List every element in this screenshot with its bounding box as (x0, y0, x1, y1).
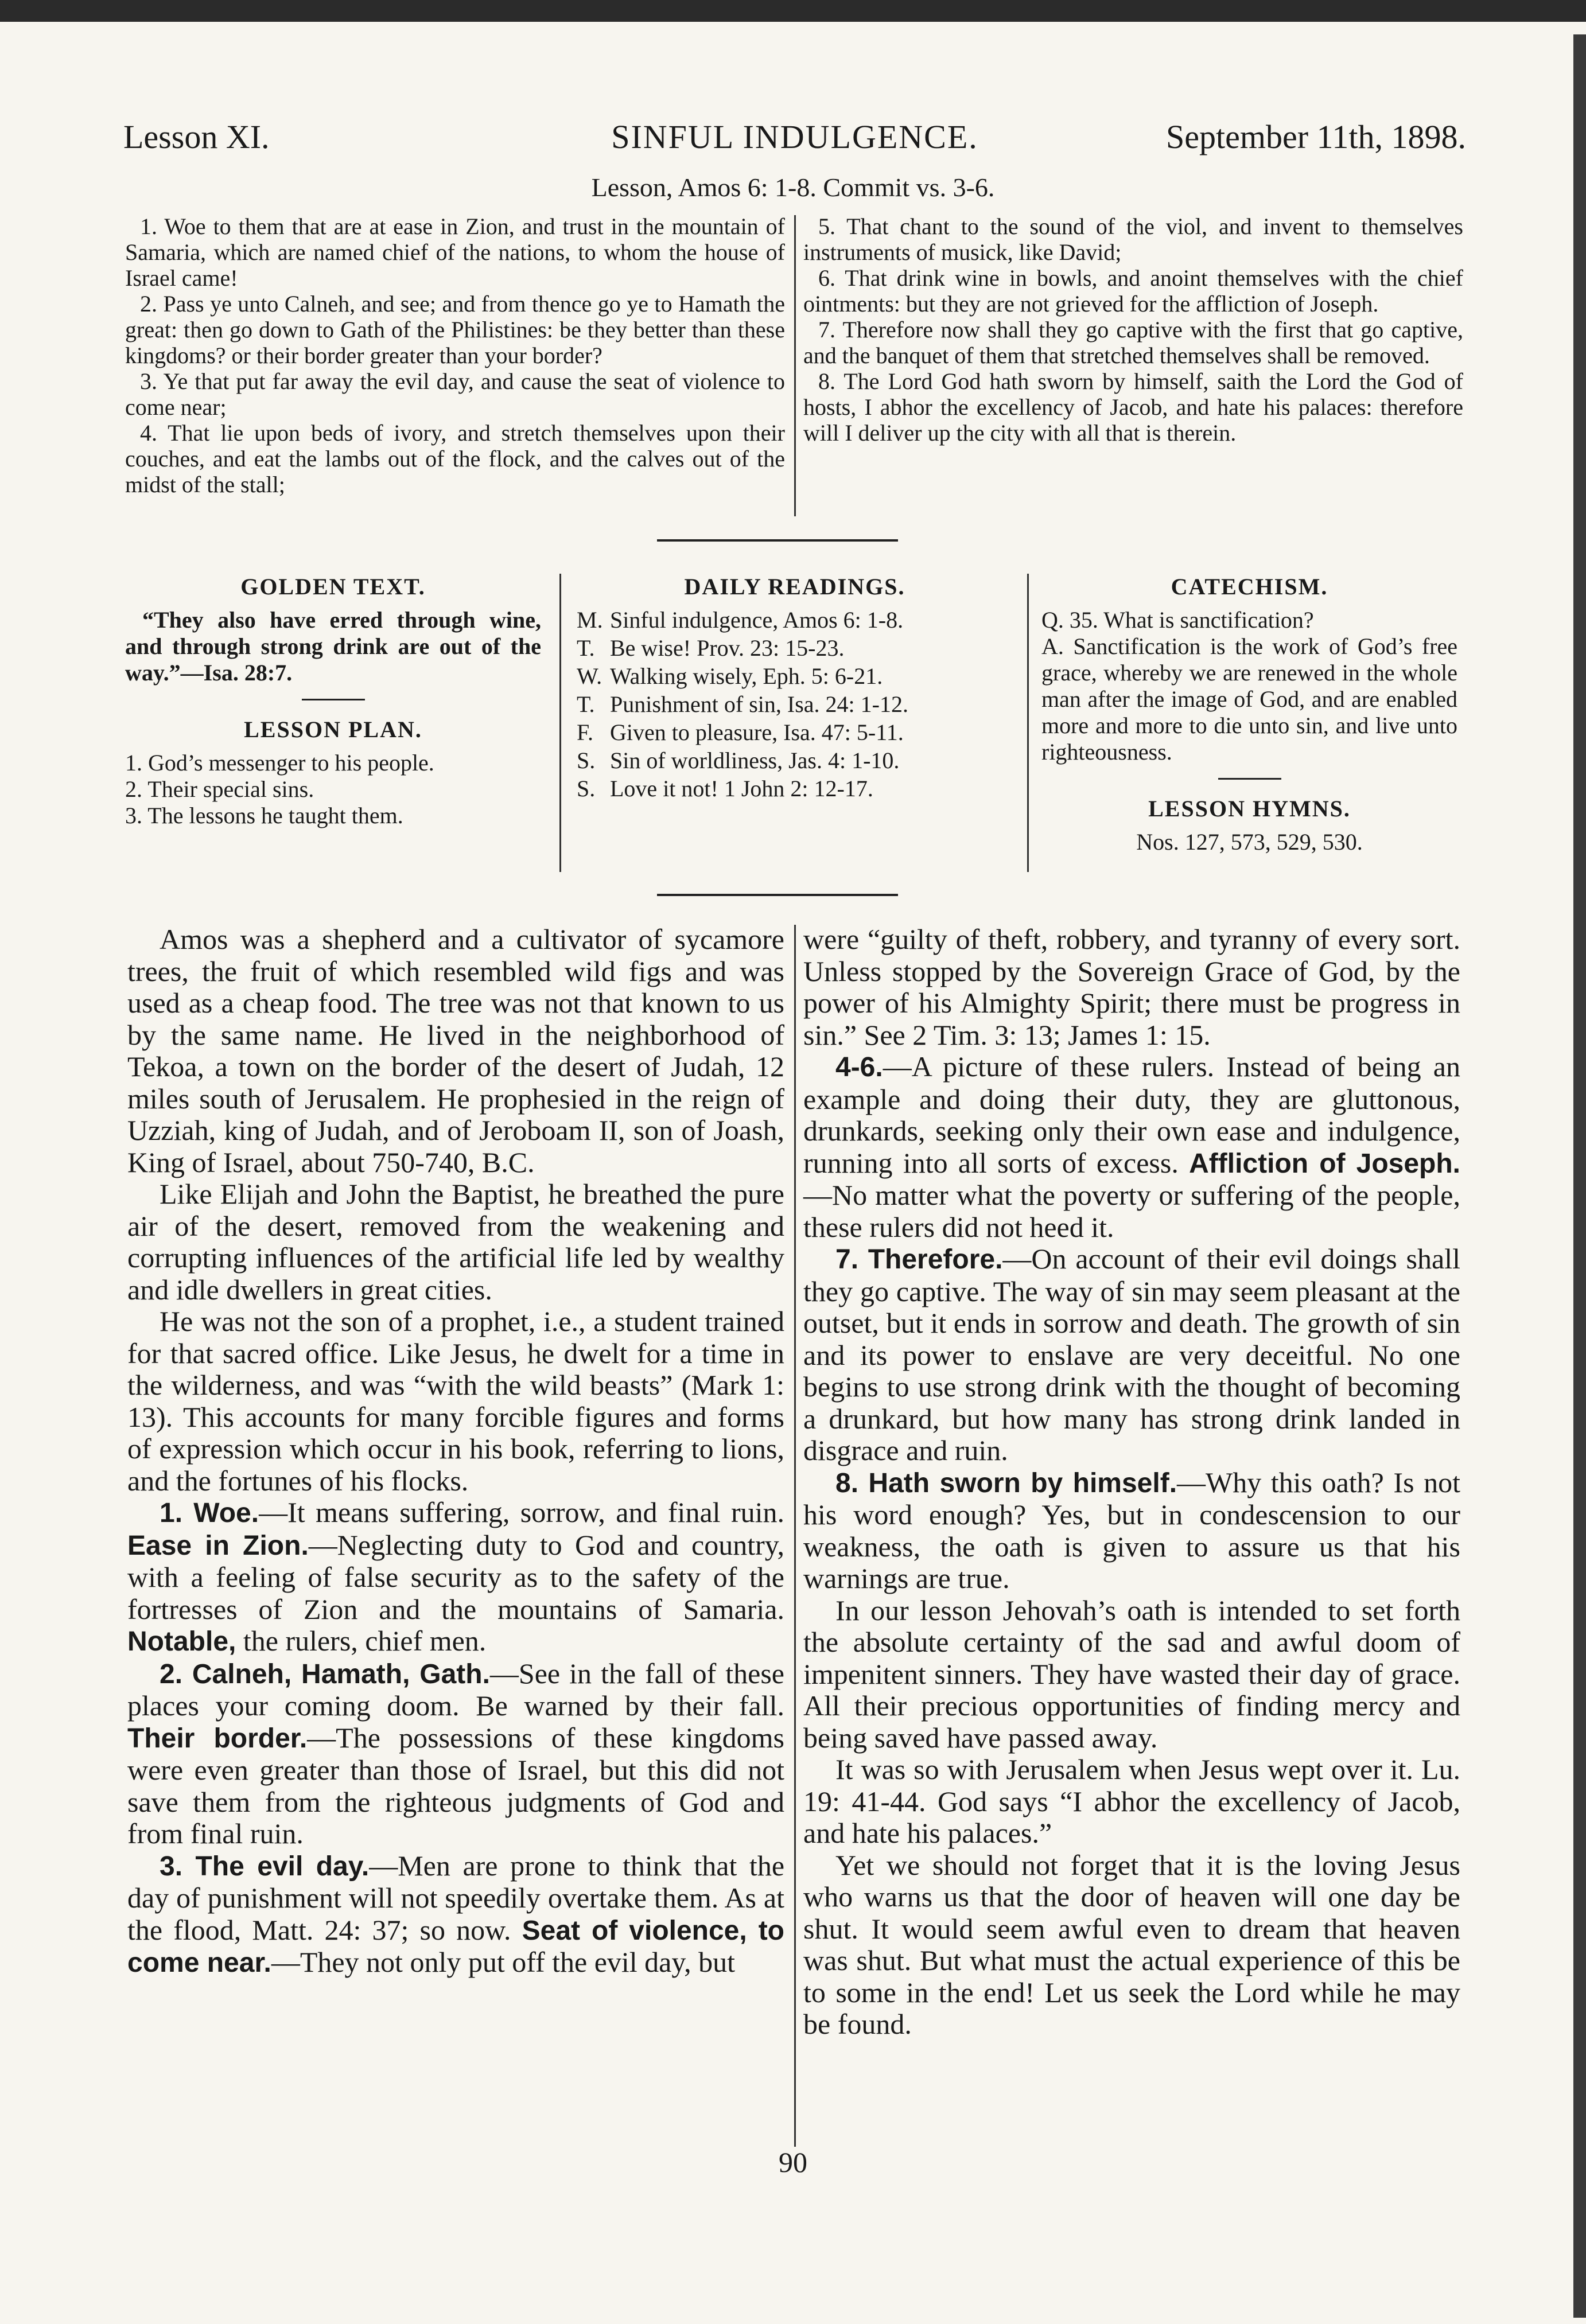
column-divider (794, 215, 796, 516)
keyword: 8. Hath sworn by himself. (835, 1467, 1177, 1498)
column-divider (1027, 574, 1029, 872)
commentary-right-column (803, 924, 1460, 2041)
text-run: —It means suffering, sorrow, and final ruin. (259, 1496, 784, 1528)
text-run: —A picture of these rulers. Instead of being an example and doing their duty, they are gluttonous, drunkards, seeking only their own ease and indulgence, running into all sorts of excess. (803, 1050, 1460, 1179)
keyword: 4-6. (835, 1052, 883, 1083)
reading-text: Sin of worldliness, Jas. 4: 1-10. (610, 748, 900, 773)
lesson-hymns-heading: LESSON HYMNS. (1148, 796, 1351, 822)
daily-readings-box (577, 574, 1013, 804)
lesson-plan-heading: LESSON PLAN. (244, 717, 422, 742)
text-run: —See in the fall of these places your coming doom. Be warned by their fall. (127, 1657, 784, 1722)
reading-day: S. (577, 776, 596, 801)
paragraph (127, 1497, 784, 1658)
paragraph: He was not the son of a prophet, i.e., a student trained for that sacred office. Like Jesus, he dwelt for a time in the wilderness, and was “with the wild beasts” (Mark 1: 13). This accounts for many forcible figures and forms of expression which occur in his book, referring to lions, and the fortunes of his flocks. (127, 1305, 784, 1497)
paragraph: In our lesson Jehovah’s oath is intended to set forth the absolute certainty of the sad and awful doom of impenitent sinners. They have wasted their day of grace. All their precious opportunities of finding mercy and being saved have passed away. (803, 1594, 1460, 1754)
column-divider (794, 925, 796, 2147)
golden-text-heading: GOLDEN TEXT. (240, 574, 426, 600)
reading-day: W. (577, 663, 602, 689)
scripture-left-column (125, 213, 785, 497)
verse: 2. Pass ye unto Calneh, and see; and from thence go ye to Hamath the great: then go down to Gath of the Philistines: be they better than these kingdoms? or their border greater than your border? (125, 291, 785, 368)
scan-top-edge (0, 0, 1586, 22)
text-run: —On account of their evil doings shall they go captive. The way of sin may seem pleasant at the outset, but it ends in sorrow and death. The growth of sin and its power to enslave are very deceitful. No one begins to use strong drink with the thought of becoming a drunkard, but how many has strong drink landed in disgrace and ruin. (803, 1243, 1460, 1466)
text-run: —Neglecting duty to God and country, with a feeling of false security as to the safety of the fortresses of Zion and the mountains of Samaria. (127, 1528, 784, 1625)
verse: 4. That lie upon beds of ivory, and stretch themselves upon their couches, and eat the lambs out of the flock, and the calves out of the midst of the stall; (125, 420, 785, 497)
reading-text: Punishment of sin, Isa. 24: 1-12. (610, 691, 908, 717)
lesson-hymns: Nos. 127, 573, 529, 530. (1136, 829, 1363, 855)
list-item: 3. The lessons he taught them. (125, 803, 403, 828)
daily-readings-heading: DAILY READINGS. (684, 574, 905, 600)
list-item (577, 607, 1013, 633)
paragraph: Yet we should not forget that it is the loving Jesus who warns us that the door of heaven will one day be shut. It would seem awful even to dream that heaven was shut. But what must the actual experience of this be to some in the end! Let us seek the Lord while he may be found. (803, 1848, 1460, 2040)
paragraph (127, 1850, 784, 1979)
golden-text-box (125, 574, 541, 829)
list-item (577, 663, 1013, 690)
catechism-answer: A. Sanctification is the work of God’s free grace, whereby we are renewed in the whole man after the image of God, and are enabled more and more to die unto sin, and live unto righteousness. (1041, 633, 1457, 765)
keyword: 1. Woe. (160, 1498, 259, 1528)
text-run: —Why this oath? Is not his word enough? Yes, but in condescension to our weakness, the oath is given to assure us that his warnings are true. (803, 1466, 1460, 1594)
paragraph: were “guilty of theft, robbery, and tyranny of every sort. Unless stopped by the Sovereign Grace of God, by the power of his Almighty Spirit; there must be progress in sin.” See 2 Tim. 3: 13; James 1: 15. (803, 923, 1460, 1051)
catechism-box (1041, 574, 1457, 855)
paragraph (803, 1243, 1460, 1467)
page-number: 90 (779, 2146, 807, 2178)
list-item (577, 719, 1013, 746)
section-rule (657, 894, 898, 896)
verse: 5. That chant to the sound of the viol, and invent to themselves instruments of musick, like David; (803, 213, 1463, 265)
paragraph (127, 1658, 784, 1850)
catechism-question: Q. 35. What is sanctification? (1041, 607, 1314, 633)
text-run: —The possessions of these kingdoms were even greater than those of Israel, but this did not save them from the righteous judgments of God and from final ruin. (127, 1721, 785, 1850)
readings-list (577, 607, 1013, 802)
commentary-left-column (127, 924, 784, 1979)
list-item (577, 691, 1013, 718)
lesson-plan-list (125, 750, 541, 829)
keyword: Notable, (127, 1626, 236, 1657)
keyword: Ease in Zion. (127, 1530, 309, 1561)
verse: 7. Therefore now shall they go captive with the first that go captive, and the banquet of them that stretched themselves shall be removed. (803, 317, 1463, 368)
keyword: 3. The evil day. (160, 1851, 370, 1882)
lesson-date: September 11th, 1898. (1166, 118, 1466, 155)
keyword: Seat of violence, to come near. (127, 1915, 784, 1978)
reading-text: Walking wisely, Eph. 5: 6-21. (610, 663, 883, 689)
list-item (577, 748, 1013, 774)
keyword: 2. Calneh, Hamath, Gath. (160, 1659, 490, 1690)
lesson-title: SINFUL INDULGENCE. (611, 118, 978, 155)
reading-day: T. (577, 691, 595, 717)
keyword: Their border. (127, 1723, 308, 1754)
keyword: Affliction of Joseph. (1189, 1148, 1461, 1179)
reading-day: T. (577, 635, 595, 661)
reading-text: Given to pleasure, Isa. 47: 5-11. (610, 719, 904, 745)
list-item: 1. God’s messenger to his people. (125, 750, 434, 776)
paragraph: It was so with Jerusalem when Jesus wept over it. Lu. 19: 41-44. God says “I abhor the excellency of Jacob, and hate his palaces.” (803, 1753, 1460, 1849)
text-run: —They not only put off the evil day, but (271, 1946, 736, 1978)
lesson-number: Lesson XI. (123, 118, 270, 155)
paragraph (803, 1467, 1460, 1595)
reading-day: F. (577, 719, 594, 745)
column-divider (559, 574, 561, 872)
reading-day: S. (577, 748, 596, 773)
verse: 3. Ye that put far away the evil day, and cause the seat of violence to come near; (125, 368, 785, 420)
reading-day: M. (577, 607, 603, 633)
list-item (577, 635, 1013, 661)
page-header (123, 118, 1466, 169)
paragraph: Like Elijah and John the Baptist, he breathed the pure air of the desert, removed from the weakening and corrupting influences of the artificial life led by wealthy and idle dwellers in great cities. (127, 1178, 784, 1306)
text-run: —Men are prone to think that the day of punishment will not speedily overtake them. As at the flood, Matt. 24: 37; so now. (127, 1849, 785, 1946)
catechism-heading: CATECHISM. (1171, 574, 1328, 600)
list-item: 2. Their special sins. (125, 776, 314, 802)
verse: 1. Woe to them that are at ease in Zion, and trust in the mountain of Samaria, which are named chief of the nations, to whom the house of Israel came! (125, 213, 785, 291)
golden-text: “They also have erred through wine, and through strong drink are out of the way.”—Isa. 28:7. (125, 607, 541, 686)
verse: 6. That drink wine in bowls, and anoint themselves with the chief ointments: but they are not grieved for the affliction of Joseph. (803, 265, 1463, 317)
divider (302, 699, 365, 700)
paragraph (803, 1051, 1460, 1243)
lesson-reference: Lesson, Amos 6: 1-8. Commit vs. 3-6. (591, 173, 995, 202)
paragraph: Amos was a shepherd and a cultivator of sycamore trees, the fruit of which resembled wild figs and was used as a cheap food. The tree was not that known to us by the same name. He lived in the neighborhood of Tekoa, a town on the border of the desert of Judah, 12 miles south of Jerusalem. He prophesied in the reign of Uzziah, king of Judah, and of Jeroboam II, son of Joash, King of Israel, about 750-740, B.C. (127, 923, 784, 1178)
scan-right-edge (1573, 34, 1586, 2318)
scripture-right-column (803, 213, 1463, 446)
reading-text: Love it not! 1 John 2: 12-17. (610, 776, 873, 801)
text-run: the rulers, chief men. (243, 1625, 487, 1657)
divider (1218, 778, 1281, 780)
list-item (577, 776, 1013, 802)
reading-text: Be wise! Prov. 23: 15-23. (610, 635, 845, 661)
verse: 8. The Lord God hath sworn by himself, saith the Lord the God of hosts, I abhor the excellency of Jacob, and hate his palaces: therefore will I deliver up the city with all that is therein. (803, 368, 1463, 446)
keyword: 7. Therefore. (835, 1244, 1003, 1275)
text-run: —No matter what the poverty or suffering of the people, these rulers did not heed it. (803, 1179, 1460, 1243)
section-rule (657, 539, 898, 542)
reading-text: Sinful indulgence, Amos 6: 1-8. (610, 607, 904, 633)
